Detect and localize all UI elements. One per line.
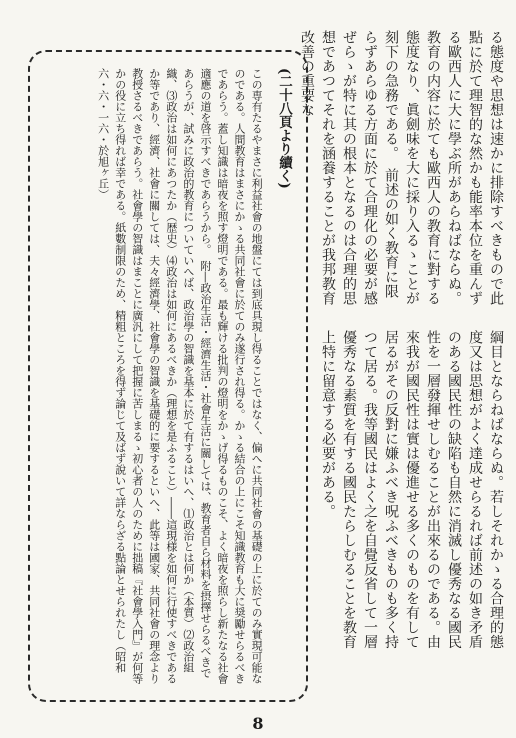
continuation-box-content	[44, 68, 294, 686]
continuation-box	[28, 50, 308, 702]
continuation-body: この専有たるやまさに利益社會の地盤にては到底具現し得ることではなく、偏へに共同社會の基礎の上に於てのみ實現可能なのである。人間教育はまさにかゝる共同社會に於てのみ遂行され得る。かゝる結合の上にこそ知識教育も大に奨勵せらるべきであらう。蓋し知識は暗夜を照す燈明である。最も輝ける批判の燈明をかゝげ得るものこそ、よく暗夜を照らし新たなる社會適應の道を啓示すべきであらうから。 附―政治生活・經濟生活・社會生活に關しては、教育者自ら材料を摂擇せらるべきであらうが、試みに政治的教育についていへば、政治學の智識を基本に於て有するはいへ、⑴政治とは何か（本質）⑵政治組織、⑶政治は如何にあつたか（歴史）⑷政治は如何にあるべきか（理想を是ふること）――這現様を如何に行使すべきであるか等であり、經濟、社會に關しては、夫々經濟學、社會學の智識を基礎的に要するといへ、此等は國家、共同社會の理念より教授さるべきであらう。社會學の智識はまことに廣汎にして把握に苦しまるゝ初心者の人のために拙稿『社會學入門』が何等かの役に立ち得れば幸である。紙數制限のため、精粗ところを得ず論じて及ばず說いて詳ならざる點論とせられたし（昭和六・六・一六・於旭ヶ丘）	[96, 68, 264, 684]
page-number: 8	[252, 714, 264, 733]
continuation-title: (二十八頁より續く)	[276, 68, 292, 189]
main-text-lower	[291, 330, 506, 652]
lower-paragraph: 綱目とならねばならぬ。若しそれかゝる合理的態度又は思想がよく達成せらるれば前述の如き矛盾のある國民性の缺陷も自然に消滅し優秀なる國民性を一層發揮せしむることが出來るのである。由來我が國民性は實は優進せる多くのものを有して居るがその反對に嫌ふべき呪ふべきものも多く持つて居る。我等國民はよく之を自覺反省して一層優秀なる素質を有する國民たらしむることを教育上特に留意する必要がある。	[320, 330, 504, 649]
main-text-upper	[299, 30, 506, 310]
upper-paragraph: る態度や思想は速かに排除すべきもので此點に於て理智的な然かも能率本位を重んずる歐西人に大に學ぶ所があらねばならぬ。教育の内容に於ても歐西人の教育に對する態度なり、眞劍味を大に採り入るゝことが刻下の急務である。 前述の如く教育に限らずあらゆる方面に於て合理化の必要が感ぜらゝが特に其の根本となるのは合理的思想であつてそれを涵養することが我邦教育改善の重要な	[299, 30, 504, 306]
